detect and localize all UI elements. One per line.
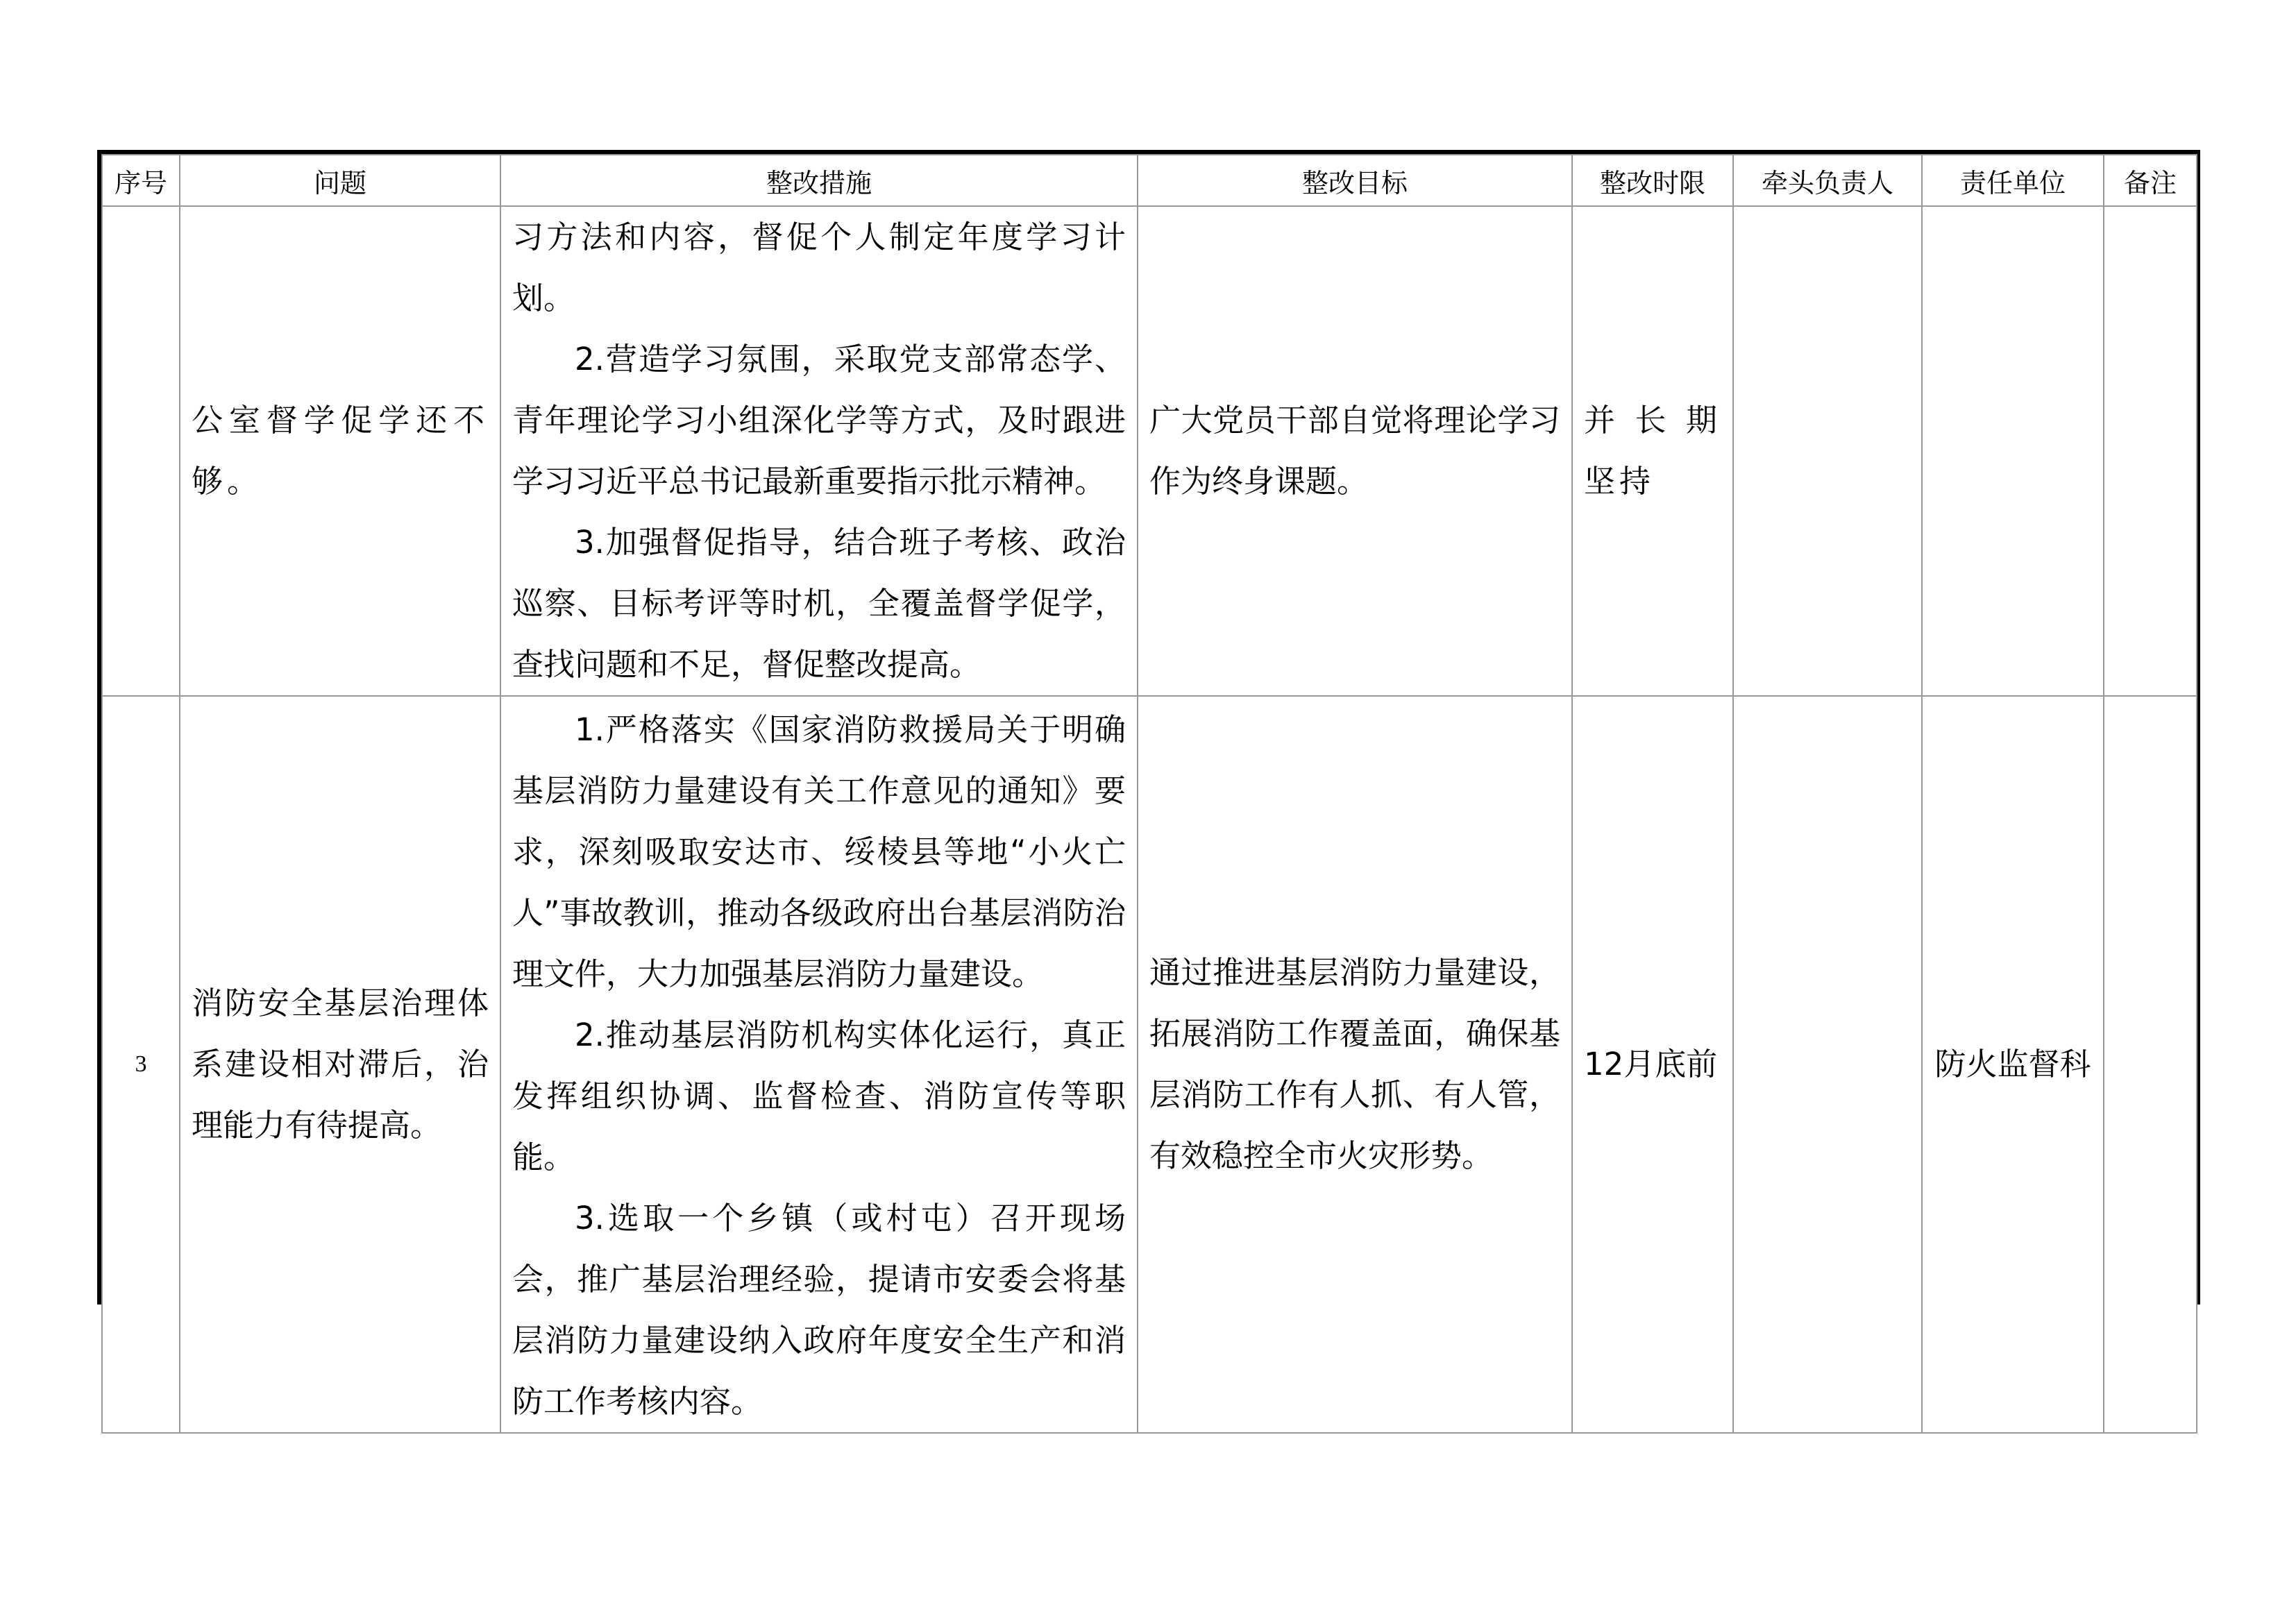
header-remark: 备注 <box>2104 155 2197 206</box>
measure-item: 2.营造学习氛围，采取党支部常态学、青年理论学习小组深化学等方式，及时跟进学习习近平总书记最新重要指示批示精神。 <box>512 341 1126 500</box>
measure-item: 1.严格落实《国家消防救援局关于明确基层消防力量建设有关工作意见的通知》要求，深刻吸取安达市、绥棱县等地“小火亡人”事故教训，推动各级政府出台基层消防治理文件，大力加强基层消防力量建设。 <box>512 711 1126 992</box>
problem-text: 公室督学促学还不够。 <box>192 402 489 500</box>
cell-deadline <box>1572 696 1733 1433</box>
rectification-table <box>97 150 2200 1420</box>
problem-text: 消防安全基层治理体系建设相对滞后，治理能力有待提高。 <box>192 985 489 1144</box>
cell-unit <box>1922 206 2104 696</box>
header-problem: 问题 <box>180 155 500 206</box>
cell-seq: 3 <box>102 696 180 1433</box>
cell-unit <box>1922 696 2104 1433</box>
cell-seq <box>102 206 180 696</box>
cell-goal <box>1138 206 1572 696</box>
cell-leader <box>1733 206 1922 696</box>
header-measures: 整改措施 <box>500 155 1138 206</box>
header-row <box>102 155 2197 206</box>
cell-measures <box>500 206 1138 696</box>
measures-list <box>501 699 1137 1432</box>
measure-item: 3.选取一个乡镇（或村屯）召开现场会，推广基层治理经验，提请市安委会将基层消防力量建设纳入政府年度安全生产和消防工作考核内容。 <box>512 1200 1126 1420</box>
cell-measures <box>500 696 1138 1433</box>
table-row <box>102 696 2197 1433</box>
cell-problem <box>180 206 500 696</box>
measure-item: 习方法和内容，督促个人制定年度学习计划。 <box>512 219 1126 316</box>
cell-goal <box>1138 696 1572 1433</box>
header-deadline: 整改时限 <box>1572 155 1733 206</box>
cell-remark <box>2104 206 2197 696</box>
goal-text: 通过推进基层消防力量建设，拓展消防工作覆盖面，确保基层消防工作有人抓、有人管，有效稳控全市火灾形势。 <box>1149 954 1560 1174</box>
unit-text: 防火监督科 <box>1934 1046 2091 1082</box>
header-leader: 牵头负责人 <box>1733 155 1922 206</box>
header-unit: 责任单位 <box>1922 155 2104 206</box>
measure-item: 3.加强督促指导，结合班子考核、政治巡察、目标考评等时机，全覆盖督学促学，查找问题和不足，督促整改提高。 <box>512 524 1126 683</box>
deadline-text: 12月底前 <box>1584 1046 1718 1082</box>
cell-leader <box>1733 696 1922 1433</box>
goal-text: 广大党员干部自觉将理论学习作为终身课题。 <box>1149 402 1560 500</box>
measures-list <box>501 207 1137 695</box>
cell-remark <box>2104 696 2197 1433</box>
deadline-text: 并长期坚持 <box>1584 402 1721 500</box>
measure-item: 2.推动基层消防机构实体化运行，真正发挥组织协调、监督检查、消防宣传等职能。 <box>512 1017 1126 1175</box>
cell-deadline <box>1572 206 1733 696</box>
table-row <box>102 206 2197 696</box>
cell-problem <box>180 696 500 1433</box>
header-goal: 整改目标 <box>1138 155 1572 206</box>
header-seq: 序号 <box>102 155 180 206</box>
